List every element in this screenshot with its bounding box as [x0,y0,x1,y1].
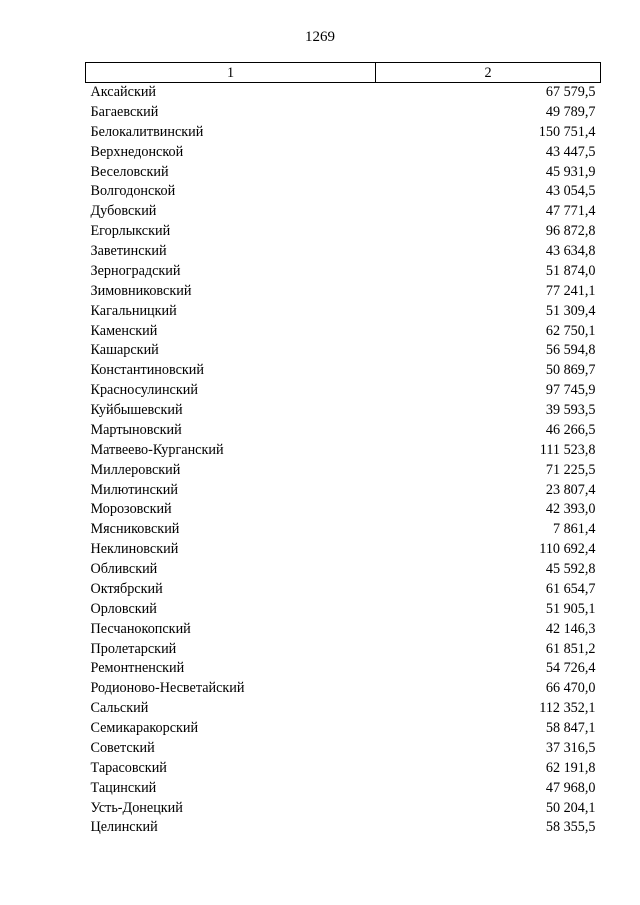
table-row [86,103,601,123]
table-row [86,799,601,819]
table-row [86,262,601,282]
district-name: Кагальницкий [90,302,177,319]
table-row [86,123,601,143]
district-value: 37 316,5 [545,739,596,756]
district-value: 58 847,1 [545,720,596,736]
district-value: 50 869,7 [545,362,596,379]
district-value: 67 579,5 [545,84,596,100]
district-value: 43 634,8 [545,243,596,259]
district-value: 111 523,8 [539,441,596,458]
district-value: 51 309,4 [545,302,596,319]
district-value: 58 355,5 [545,819,596,836]
table-body [86,83,601,839]
table-row [86,580,601,600]
district-value: 96 872,8 [545,223,596,240]
district-name: Тарасовский [90,759,167,776]
table-row [86,441,601,461]
table-row [86,759,601,779]
district-value: 71 225,5 [545,461,596,478]
district-name: Каменский [90,322,158,339]
table-row [86,401,601,421]
table-row [86,202,601,222]
district-value: 42 393,0 [545,501,596,518]
district-name: Куйбышевский [90,402,183,418]
district-value: 54 726,4 [545,660,596,677]
header-col-1: 1 [86,63,376,83]
district-name: Веселовский [90,163,169,180]
table-row [86,322,601,342]
table-row [86,540,601,560]
district-value: 61 654,7 [545,580,596,597]
district-value: 23 807,4 [545,481,596,498]
table-row [86,739,601,759]
district-name: Морозовский [90,501,172,518]
district-name: Советский [90,739,155,756]
table-row [86,83,601,103]
table-row [86,719,601,739]
district-value: 62 750,1 [545,322,596,339]
table-row [86,242,601,262]
district-value: 62 191,8 [545,759,596,776]
district-value: 49 789,7 [545,103,596,120]
table-row [86,640,601,660]
table-row [86,659,601,679]
district-name: Семикаракорский [90,720,199,736]
district-value: 66 470,0 [545,680,596,697]
district-value: 42 146,3 [545,620,596,637]
table-row [86,341,601,361]
district-name: Константиновский [90,362,204,379]
table-row [86,182,601,202]
table-row [86,699,601,719]
table-row [86,620,601,640]
district-value: 61 851,2 [545,640,596,657]
district-value: 7 861,4 [552,521,596,538]
district-name: Тацинский [90,779,157,796]
district-name: Миллеровский [90,461,181,478]
table-row [86,500,601,520]
district-value: 43 447,5 [545,143,596,160]
district-name: Мартыновский [90,421,182,438]
district-name: Зимовниковский [90,282,192,299]
district-name: Пролетарский [90,640,177,657]
district-value: 97 745,9 [545,382,596,399]
table-row [86,302,601,322]
district-name: Неклиновский [90,541,179,558]
district-name: Родионово-Несветайский [90,680,245,697]
table-header [86,63,601,83]
table-row [86,520,601,540]
header-row [86,63,601,83]
table-row [86,282,601,302]
district-name: Целинский [90,819,158,836]
table-row [86,222,601,242]
table-row [86,818,601,838]
district-name: Верхнедонской [90,143,184,160]
district-name: Мясниковский [90,521,180,538]
district-value: 51 874,0 [545,262,596,279]
district-name: Зерноградский [90,262,181,279]
table-row [86,421,601,441]
district-name: Волгодонской [90,183,176,200]
district-value: 50 204,1 [545,799,596,816]
table-row [86,461,601,481]
district-name: Кашарский [90,342,159,359]
table-row [86,143,601,163]
district-value: 51 905,1 [545,600,596,617]
district-value: 47 968,0 [545,779,596,796]
district-name: Матвеево-Курганский [90,441,224,458]
table-row [86,600,601,620]
header-col-2: 2 [376,63,601,83]
district-name: Обливский [90,561,158,577]
district-name: Усть-Донецкий [90,799,183,816]
district-value: 47 771,4 [545,203,596,220]
district-name: Сальский [90,700,149,717]
district-value: 150 751,4 [538,123,596,140]
district-name: Милютинский [90,481,178,498]
district-value: 46 266,5 [545,421,596,438]
district-name: Песчанокопский [90,620,191,637]
table-row [86,560,601,580]
district-name: Орловский [90,600,157,617]
table-row [86,779,601,799]
table-row [86,163,601,183]
district-name: Егорлыкский [90,223,171,240]
table-row [86,679,601,699]
district-value: 56 594,8 [545,342,596,359]
district-name: Октябрский [90,580,163,597]
district-value: 77 241,1 [545,282,596,299]
table-row [86,381,601,401]
district-name: Белокалитвинский [90,123,204,140]
district-name: Заветинский [90,243,167,259]
district-value: 112 352,1 [539,700,596,717]
district-name: Аксайский [90,84,157,100]
district-name: Красносулинский [90,382,198,399]
district-name: Дубовский [90,203,157,220]
district-name: Ремонтненский [90,660,185,677]
district-value: 45 592,8 [545,561,596,577]
district-value: 43 054,5 [545,183,596,200]
district-value: 45 931,9 [545,163,596,180]
district-value: 39 593,5 [545,402,596,418]
district-table [85,62,601,838]
district-value: 110 692,4 [539,541,596,558]
district-name: Багаевский [90,103,159,120]
table-row [86,361,601,381]
table-row [86,481,601,501]
page-number: 1269 [305,29,335,45]
